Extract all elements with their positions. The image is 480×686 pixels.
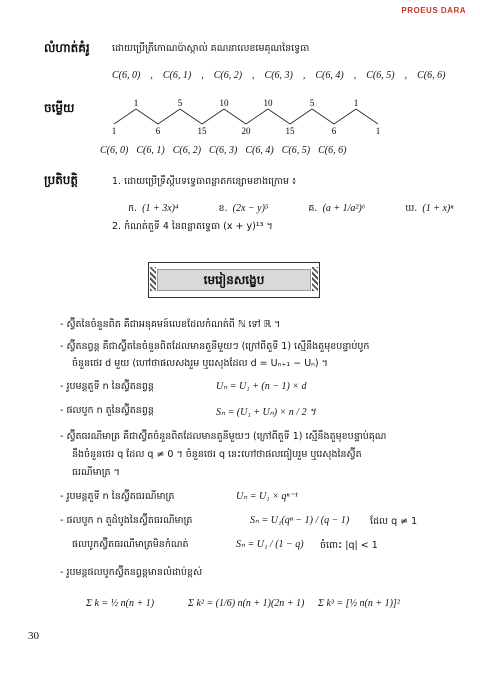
summary-text: រូបមន្តតួទី n នៃស្វ៊ីតធរណីមាត្រ <box>66 491 175 502</box>
summary-item-5-cont2: ធរណីមាត្រ ។ <box>72 467 120 478</box>
banner-right-ornament <box>312 267 318 291</box>
comma: , <box>150 70 153 81</box>
pascal-top-value: 5 <box>177 98 183 108</box>
zigzag-segment <box>180 109 202 124</box>
zigzag-segment <box>202 109 224 124</box>
zigzag-segment <box>114 109 136 124</box>
pascal-bottom-value: 15 <box>197 126 207 136</box>
summary-banner <box>148 262 320 298</box>
q1-item <box>308 196 365 216</box>
zigzag-lines <box>114 109 378 124</box>
brand-label: PROEUS DARA <box>401 6 466 15</box>
zigzag-segment <box>290 109 312 124</box>
comma: , <box>201 70 204 81</box>
summary-item-6: - រូបមន្តតួទី n នៃស្វ៊ីតធរណីមាត្រ <box>60 491 175 502</box>
practice-q1-items <box>128 196 453 216</box>
pascal-top-row <box>134 98 359 108</box>
term: C(6, 5) <box>281 145 311 156</box>
sum-k2-formula: Σ k² = (1/6) n(n + 1)(2n + 1) <box>188 598 305 609</box>
banner-left-ornament <box>150 267 156 291</box>
summary-item-7: - ផលបូក n តួដំបូងនៃស្វ៊ីតធរណីមាត្រ <box>60 515 193 526</box>
term: C(6, 4) <box>315 70 344 81</box>
banner-title: មេរៀនសង្ខេប <box>157 269 311 291</box>
term: C(6, 4) <box>245 145 274 156</box>
exercise-prompt: ដោយប្រើត្រីកោណប៉ាស្កាល់ គណនាលេខមេគុណនៃទ្វេធា <box>112 43 310 54</box>
pascal-top-value: 1 <box>133 98 139 108</box>
pascal-row-diagram <box>100 96 400 144</box>
zigzag-segment <box>334 109 356 124</box>
pascal-bottom-value: 20 <box>241 126 251 136</box>
practice-label: ប្រតិបត្តិ <box>44 173 79 187</box>
arith-nth-term-formula: Uₙ = U₁ + (n − 1) × d <box>216 381 307 392</box>
item-label: ខ. <box>218 203 228 214</box>
pascal-top-value: 5 <box>309 98 315 108</box>
item-expr: (1 + 3x)⁴ <box>142 203 179 214</box>
term: C(6, 1) <box>162 70 192 81</box>
pascal-bottom-value: 1 <box>111 126 117 136</box>
pascal-bottom-value: 1 <box>375 126 381 136</box>
term: C(6, 1) <box>136 145 165 156</box>
term: C(6, 5) <box>366 70 395 81</box>
geo-infinite-condition: ចំពោះ |q| < 1 <box>320 540 378 551</box>
summary-text: រូបមន្តតួទី n នៃស្វ៊ីតនព្វន្ត <box>66 381 154 392</box>
item-expr: (2x − y)⁵ <box>232 203 269 214</box>
comma: , <box>302 70 306 81</box>
answer-terms <box>100 145 346 156</box>
item-expr: (1 + x)ⁿ <box>422 203 454 214</box>
answer-label: ចម្លើយ <box>44 101 75 115</box>
summary-text: ផលបូក n តួដំបូងនៃស្វ៊ីតធរណីមាត្រ <box>66 515 193 526</box>
comma: , <box>353 70 357 81</box>
summary-item-5-cont: នឹងចំនួនថេរ q ដែល q ≠ 0 ។ ចំនួនថេរ q នេះហៅថាផលធៀបរួម ឬរេសុងនៃស្វ៊ីត <box>72 449 362 460</box>
summary-item-2: - ស្វ៊ីតនព្វន្ត គឺជាស្វ៊ីតនៃចំនួនពិតដែលមានតួនីមួយៗ (ក្រៅពីតួទី 1) ស្មើនឹងតួមុខបន្ទាប់បូក <box>60 341 370 352</box>
term: C(6, 6) <box>318 145 347 156</box>
practice-q2: 2. កំណត់តួទី 4 នៃពន្លាតទ្វេធា (x + y)¹³ ។ <box>112 221 273 232</box>
zigzag-segment <box>312 109 334 124</box>
summary-text: ស្វ៊ីតធរណីមាត្រ គឺជាស្វ៊ីតចំនួនពិតដែលមានតួនីមួយៗ (ក្រៅពីតួទី 1) ស្មើនឹងតួមុខបន្ទាប់គុណ <box>66 431 387 442</box>
term: C(6, 0) <box>112 70 141 81</box>
summary-text: ផលបូក n តួនៃស្វ៊ីតនព្វន្ត <box>66 405 154 416</box>
item-label: ឃ. <box>405 203 418 214</box>
term: C(6, 0) <box>100 145 129 156</box>
geo-sum-condition: ដែល q ≠ 1 <box>370 516 418 527</box>
pascal-top-value: 1 <box>353 98 359 108</box>
pascal-bottom-row <box>112 126 381 136</box>
zigzag-segment <box>158 109 180 124</box>
summary-item-4: - ផលបូក n តួនៃស្វ៊ីតនព្វន្ត <box>60 405 154 416</box>
term: C(6, 2) <box>213 70 243 81</box>
arith-sum-formula: Sₙ = (U₁ + Uₙ) × n / 2 ។ <box>216 407 316 418</box>
zigzag-segment <box>224 109 246 124</box>
q1-item <box>218 196 268 216</box>
comma: , <box>404 70 408 81</box>
summary-item-5: - ស្វ៊ីតធរណីមាត្រ គឺជាស្វ៊ីតចំនួនពិតដែលមានតួនីមួយៗ (ក្រៅពីតួទី 1) ស្មើនឹងតួមុខបន្ទាប់គុណ <box>60 431 387 442</box>
sum-k-formula: Σ k = ½ n(n + 1) <box>86 598 155 609</box>
summary-item-2-cont: ចំនួនថេរ d មួយ (ហៅថាផលសងរួម ឬរេសុងដែល d = Uₙ₊₁ − Uₙ) ។ <box>72 358 328 369</box>
q1-item <box>405 196 453 216</box>
summary-item-8: - រូបមន្តផលបូកស្វ៊ីតនព្វន្តមានលំដាប់ខ្ពស់ <box>60 567 203 578</box>
exercise-label: លំហាត់គំរូ <box>44 41 90 55</box>
summary-text: រូបមន្តផលបូកស្វ៊ីតនព្វន្តមានលំដាប់ខ្ពស់ <box>66 567 203 578</box>
summary-text: ស្វ៊ីតនព្វន្ត គឺជាស្វ៊ីតនៃចំនួនពិតដែលមានតួនីមួយៗ (ក្រៅពីតួទី 1) ស្មើនឹងតួមុខបន្ទាប់បូក <box>66 341 370 352</box>
pascal-bottom-value: 15 <box>285 126 295 136</box>
pascal-bottom-value: 6 <box>155 126 161 136</box>
zigzag-segment <box>136 109 158 124</box>
summary-text: ស្វ៊ីតនៃចំនួនពិត គឺជាអនុគមន៍លេខដែលកំណត់ពី ℕ ទៅ ℝ ។ <box>66 319 281 330</box>
q1-item <box>128 196 178 216</box>
exercise-terms <box>112 70 445 81</box>
practice-q1: 1. ដោយប្រើទ្រឹស្តីបទទ្វេធាពន្លាតកន្សោមខាងក្រោម ៖ <box>112 176 297 187</box>
page-number: 30 <box>28 630 39 642</box>
pascal-top-value: 10 <box>219 98 229 108</box>
term: C(6, 2) <box>172 145 202 156</box>
pascal-top-value: 10 <box>263 98 273 108</box>
item-label: ក. <box>128 203 138 214</box>
comma: , <box>252 70 255 81</box>
geo-nth-term-formula: Uₙ = U₁ × qⁿ⁻¹ <box>236 491 298 502</box>
pascal-bottom-value: 6 <box>331 126 337 136</box>
summary-item-1: - ស្វ៊ីតនៃចំនួនពិត គឺជាអនុគមន៍លេខដែលកំណត់ពី ℕ ទៅ ℝ ។ <box>60 319 281 330</box>
term: C(6, 6) <box>417 70 446 81</box>
zigzag-segment <box>268 109 290 124</box>
sum-k3-formula: Σ k³ = [½ n(n + 1)]² <box>318 598 400 609</box>
term: C(6, 3) <box>264 70 293 81</box>
item-label: គ. <box>308 203 318 214</box>
item-expr: (a + 1/a²)⁶ <box>322 203 366 214</box>
summary-item-3: - រូបមន្តតួទី n នៃស្វ៊ីតនព្វន្ត <box>60 381 154 392</box>
zigzag-segment <box>246 109 268 124</box>
term: C(6, 3) <box>209 145 238 156</box>
zigzag-segment <box>356 109 378 124</box>
geo-infinite-sum-formula: Sₙ = U₁ / (1 − q) <box>236 539 304 550</box>
summary-item-7-cont: ផលបូកស្វ៊ីតធរណីមាត្រមិនកំណត់ <box>72 539 189 550</box>
geo-sum-formula: Sₙ = U₁(qⁿ − 1) / (q − 1) <box>250 515 350 526</box>
